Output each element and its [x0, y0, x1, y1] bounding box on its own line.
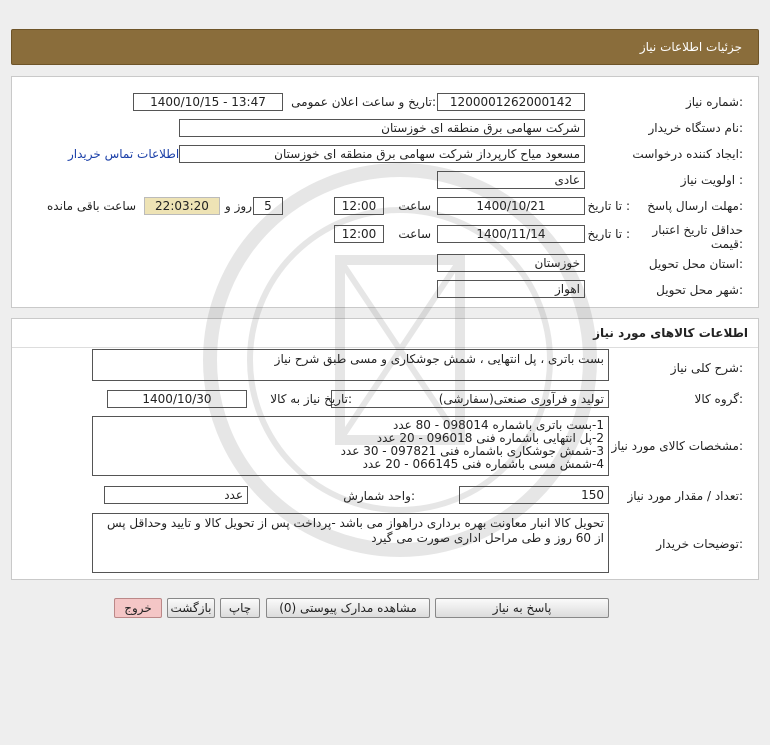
reply-button[interactable]: پاسخ به نیاز	[435, 598, 609, 618]
announce-field: 1400/10/15 - 13:47	[133, 93, 283, 111]
back-button[interactable]: بازگشت	[167, 598, 215, 618]
price-time-field: 12:00	[334, 225, 384, 243]
send-time-label: ساعت	[398, 199, 431, 213]
priority-label: اولویت نیاز :	[680, 173, 743, 187]
priority-field: عادی	[437, 171, 585, 189]
remaining-time-field: 22:03:20	[144, 197, 220, 215]
province-field: خوزستان	[437, 254, 585, 272]
specs-label: مشخصات کالای مورد نیاز:	[611, 439, 743, 453]
page-title: جزئیات اطلاعات نیاز	[639, 40, 742, 54]
remaining-label: ساعت باقی مانده	[47, 199, 137, 213]
city-field: اهواز	[437, 280, 585, 298]
section-divider	[12, 347, 758, 348]
spec-line: 4-شمش مسی باشماره فنی 066145 - 20 عدد	[362, 457, 604, 471]
page-header	[11, 29, 759, 65]
send-deadline-label: مهلت ارسال پاسخ:	[647, 199, 743, 213]
buyer-org-label: نام دستگاه خریدار:	[648, 121, 743, 135]
unit-field: عدد	[104, 486, 248, 504]
unit-label: واحد شمارش:	[343, 489, 415, 503]
price-time-label: ساعت	[398, 227, 431, 241]
spec-line: 1-بست باتری باشماره 098014 - 80 عدد	[392, 418, 604, 432]
buyer-notes-field: تحویل کالا انبار معاونت بهره برداری دراهواز می باشد -پرداخت پس از تحویل کالا و تایید وحداقل پس از 60 روز و طی مراحل اداری صورت می گیرد	[92, 513, 609, 573]
requester-field: مسعود میاح کارپرداز شرکت سهامی برق منطقه ای خوزستان	[179, 145, 585, 163]
qty-field: 150	[459, 486, 609, 504]
qty-label: تعداد / مقدار مورد نیاز:	[627, 489, 743, 503]
view-attachments-button[interactable]: مشاهده مدارک پیوستی (0)	[266, 598, 430, 618]
days-field: 5	[253, 197, 283, 215]
buyer-org-field: شرکت سهامی برق منطقه ای خوزستان	[179, 119, 585, 137]
send-to-date-label: تا تاریخ :	[587, 199, 630, 213]
send-time-field: 12:00	[334, 197, 384, 215]
need-date-label: تاریخ نیاز به کالا:	[270, 392, 352, 406]
need-date-field: 1400/10/30	[107, 390, 247, 408]
summary-field: بست باتری ، پل انتهایی ، شمش جوشکاری و مسی طبق شرح نیاز	[92, 349, 609, 381]
goods-panel	[11, 318, 759, 580]
need-number-label: شماره نیاز:	[685, 95, 743, 109]
price-date-field: 1400/11/14	[437, 225, 585, 243]
province-label: استان محل تحویل:	[648, 257, 743, 271]
announce-label: تاریخ و ساعت اعلان عمومی:	[291, 95, 436, 109]
send-date-field: 1400/10/21	[437, 197, 585, 215]
group-field: تولید و فرآوری صنعتی(سفارشی)	[331, 390, 609, 408]
price-validity-label: حداقل تاریخ اعتبار قیمت:	[652, 223, 743, 251]
exit-button[interactable]: خروج	[114, 598, 162, 618]
buyer-notes-label: توضیحات خریدار:	[656, 537, 743, 551]
spec-line: 3-شمش جوشکاری باشماره فنی 097821 - 30 عدد	[340, 444, 604, 458]
days-and-label: روز و	[225, 199, 252, 213]
price-to-date-label: تا تاریخ :	[587, 227, 630, 241]
need-number-field: 1200001262000142	[437, 93, 585, 111]
need-details-panel	[11, 76, 759, 308]
group-label: گروه کالا:	[694, 392, 743, 406]
requester-label: ایجاد کننده درخواست:	[632, 147, 743, 161]
print-button[interactable]: چاپ	[220, 598, 260, 618]
goods-section-title: اطلاعات کالاهای مورد نیاز	[593, 326, 748, 340]
spec-line: 2-پل انتهایی باشماره فنی 096018 - 20 عدد	[376, 431, 604, 445]
city-label: شهر محل تحویل:	[656, 283, 743, 297]
summary-label: شرح کلی نیاز:	[670, 361, 743, 375]
specs-field	[92, 416, 609, 476]
buyer-contact-link[interactable]: اطلاعات تماس خریدار	[68, 147, 180, 161]
